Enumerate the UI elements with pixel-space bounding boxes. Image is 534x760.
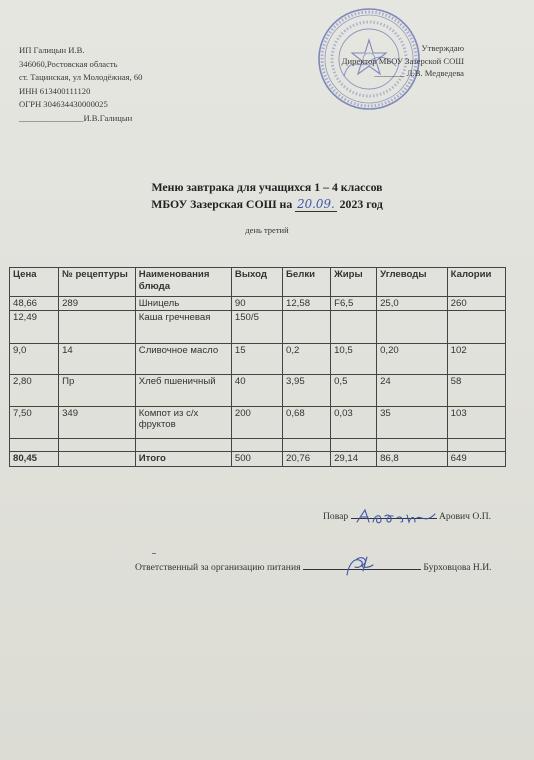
table-cell: 3,95 bbox=[283, 375, 331, 407]
table-cell: 0,2 bbox=[283, 344, 331, 375]
table-cell: 10,5 bbox=[331, 344, 377, 375]
column-header: Углеводы bbox=[377, 268, 448, 297]
table-cell bbox=[377, 311, 448, 344]
stray-mark bbox=[152, 553, 156, 554]
table-header-row bbox=[10, 268, 506, 297]
table-cell: 12,58 bbox=[283, 297, 331, 311]
table-cell bbox=[331, 311, 377, 344]
table-cell: 9,0 bbox=[10, 344, 59, 375]
table-row bbox=[10, 407, 506, 439]
table-cell bbox=[59, 311, 136, 344]
table-cell: 260 bbox=[447, 297, 505, 311]
document-title-line2 bbox=[0, 197, 534, 212]
handwritten-date: 20.09. bbox=[297, 197, 335, 211]
sender-block bbox=[19, 44, 142, 126]
responsible-signature-line bbox=[135, 562, 492, 573]
table-cell bbox=[283, 439, 331, 452]
sender-line: 346060,Ростовская область bbox=[19, 58, 118, 69]
table-cell: Шницель bbox=[135, 297, 231, 311]
column-header: Калории bbox=[447, 268, 505, 297]
cook-signature-line bbox=[323, 511, 491, 522]
menu-table bbox=[9, 267, 506, 467]
sender-line: ИП Галицын И.В. bbox=[19, 45, 85, 55]
table-cell: 7,50 bbox=[10, 407, 59, 439]
table-cell bbox=[231, 439, 282, 452]
title-prefix: МБОУ Зазерская СОШ на bbox=[151, 197, 293, 211]
table-cell: 90 bbox=[231, 297, 282, 311]
document-title-line1: Меню завтрака для учащихся 1 – 4 классов bbox=[151, 180, 383, 194]
table-cell bbox=[447, 439, 505, 452]
cook-signature bbox=[351, 518, 437, 519]
table-cell: 25,0 bbox=[377, 297, 448, 311]
table-cell: 0,5 bbox=[331, 375, 377, 407]
handwritten-signature-icon bbox=[351, 506, 437, 528]
table-row bbox=[10, 311, 506, 344]
table-total-row bbox=[10, 452, 506, 467]
table-cell: 24 bbox=[377, 375, 448, 407]
table-cell: 2,80 bbox=[10, 375, 59, 407]
table-cell: 200 bbox=[231, 407, 282, 439]
total-cell: 500 bbox=[231, 452, 282, 467]
responsible-label: Ответственный за организацию питания bbox=[135, 562, 301, 573]
table-cell bbox=[447, 311, 505, 344]
approve-line: Директор МБОУ Зазерской СОШ bbox=[341, 55, 464, 66]
table-row bbox=[10, 439, 506, 452]
total-cell: Итого bbox=[135, 452, 231, 467]
sender-line: ОГРН 304634430000025 bbox=[19, 99, 108, 110]
table-cell: 289 bbox=[59, 297, 136, 311]
cook-name: Арович О.П. bbox=[439, 511, 492, 522]
table-cell bbox=[377, 439, 448, 452]
table-cell: 40 bbox=[231, 375, 282, 407]
approve-line: _______ Л.В. Медведева bbox=[374, 68, 464, 78]
total-cell bbox=[59, 452, 136, 467]
table-row bbox=[10, 297, 506, 311]
table-cell: 58 bbox=[447, 375, 505, 407]
table-cell bbox=[283, 311, 331, 344]
total-cell: 29,14 bbox=[331, 452, 377, 467]
table-cell: 0,03 bbox=[331, 407, 377, 439]
table-row bbox=[10, 344, 506, 375]
sender-line: _______________И.В.Галицын bbox=[19, 112, 133, 123]
title-suffix: 2023 год bbox=[339, 197, 383, 211]
table-cell: F6,5 bbox=[331, 297, 377, 311]
day-label: день третий bbox=[245, 225, 289, 235]
column-header: Наименования блюда bbox=[135, 268, 231, 297]
table-cell: 12,49 bbox=[10, 311, 59, 344]
column-header: Выход bbox=[231, 268, 282, 297]
table-cell: 0,68 bbox=[283, 407, 331, 439]
approval-block bbox=[296, 42, 464, 80]
table-cell bbox=[331, 439, 377, 452]
column-header: № рецептуры bbox=[59, 268, 136, 297]
cook-label: Повар bbox=[323, 511, 349, 522]
total-cell: 649 bbox=[447, 452, 505, 467]
table-cell: Компот из с/х фруктов bbox=[135, 407, 231, 439]
table-cell bbox=[59, 439, 136, 452]
table-cell: 150/5 bbox=[231, 311, 282, 344]
table-cell: 35 bbox=[377, 407, 448, 439]
table-cell: 349 bbox=[59, 407, 136, 439]
total-cell: 80,45 bbox=[10, 452, 59, 467]
responsible-name: Бурховцова Н.И. bbox=[423, 562, 492, 573]
sender-line: ИНН 613400111120 bbox=[19, 85, 91, 96]
table-cell: Хлеб пшеничный bbox=[135, 375, 231, 407]
responsible-signature bbox=[303, 569, 421, 570]
table-cell: Сливочное масло bbox=[135, 344, 231, 375]
table-cell: 0,20 bbox=[377, 344, 448, 375]
table-cell: 48,66 bbox=[10, 297, 59, 311]
table-cell: 14 bbox=[59, 344, 136, 375]
table-cell bbox=[135, 439, 231, 452]
table-cell: Пр bbox=[59, 375, 136, 407]
table-cell: 103 bbox=[447, 407, 505, 439]
column-header: Белки bbox=[283, 268, 331, 297]
total-cell: 20,76 bbox=[283, 452, 331, 467]
column-header: Жиры bbox=[331, 268, 377, 297]
sender-line: ст. Тацинская, ул Молодёжная, 60 bbox=[19, 72, 143, 83]
table-cell: 102 bbox=[447, 344, 505, 375]
table-cell: 15 bbox=[231, 344, 282, 375]
table-cell: Каша гречневая bbox=[135, 311, 231, 344]
approve-line: Утверждаю bbox=[421, 43, 464, 53]
handwritten-signature-icon bbox=[303, 553, 421, 579]
total-cell: 86,8 bbox=[377, 452, 448, 467]
table-cell bbox=[10, 439, 59, 452]
table-row bbox=[10, 375, 506, 407]
column-header: Цена bbox=[10, 268, 59, 297]
